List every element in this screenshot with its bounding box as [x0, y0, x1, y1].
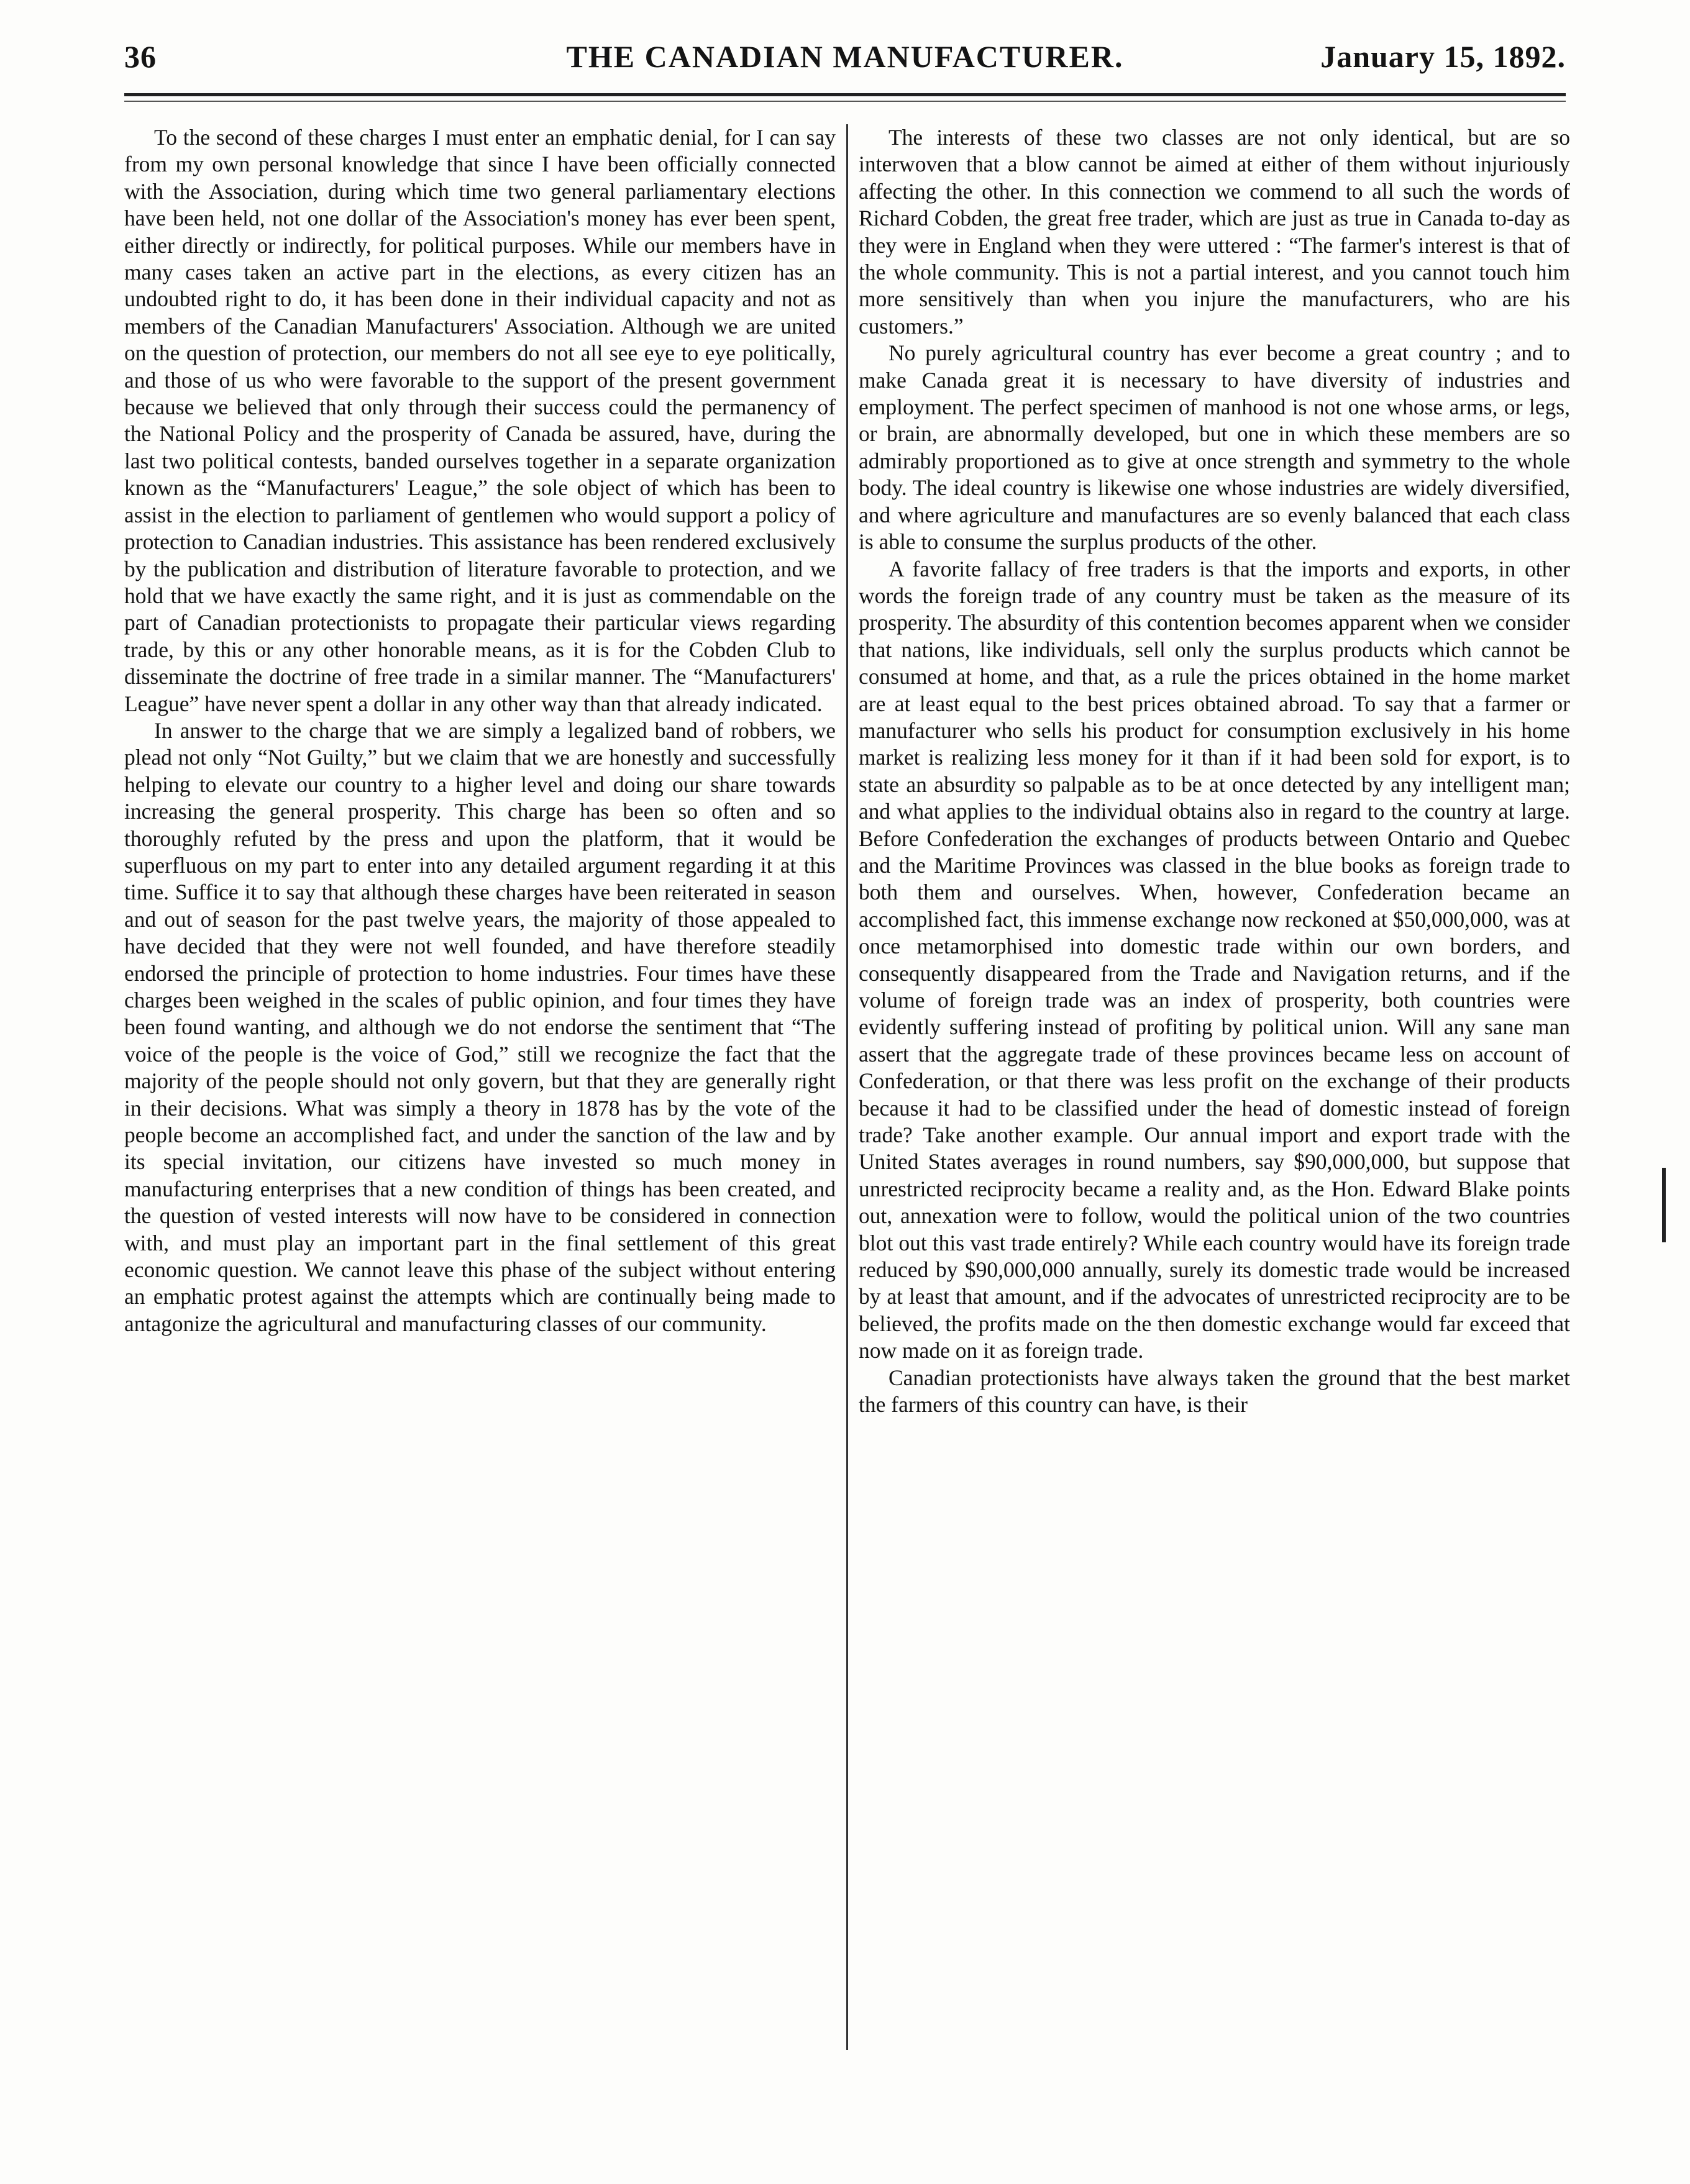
- issue-date: January 15, 1892.: [1320, 39, 1566, 74]
- paragraph: In answer to the charge that we are simply a legalized band of robbers, we plead not only “Not Guilty,” but we claim that we are honestly and successfully helping to elevate our country to a higher level and doing our share towards increasing the general prosperity. This charge has been so often and so thoroughly refuted by the press and upon the platform, that it would be superfluous on my part to enter into any detailed argument regarding it at this time. Suffice it to say that although these charges have been reiterated in season and out of season for the past twelve years, the majority of those appealed to have decided that they were not well founded, and have therefore steadily endorsed the principle of protection to home industries. Four times have these charges been weighed in the scales of public opinion, and four times they have been found wanting, and although we do not endorse the sentiment that “The voice of the people is the voice of God,” still we recognize the fact that the majority of the people should not only govern, but that they are generally right in their decisions. What was simply a theory in 1878 has by the vote of the people become an accomplished fact, and under the sanction of the law and by its special invitation, our citizens have invested so much money in manufacturing enterprises that a new condition of things has been created, and the question of vested interests will now have to be considered in connection with, and must play an important part in the final settlement of this great economic question. We cannot leave this phase of the subject without entering an emphatic protest against the attempts which are continually being made to antagonize the agricultural and manufacturing classes of our community.: [124, 717, 836, 1336]
- running-header: [124, 39, 1566, 88]
- left-column: [124, 124, 836, 2050]
- right-column: [859, 124, 1570, 2050]
- header-rule: [124, 93, 1566, 96]
- journal-title: THE CANADIAN MANUFACTURER.: [566, 39, 1124, 74]
- page-number: 36: [124, 39, 157, 74]
- header-rule-thin: [124, 101, 1566, 102]
- paragraph: The interests of these two classes are not only identical, but are so interwoven that a blow cannot be aimed at either of them without injuriously affecting the other. In this connection we commend to all such the words of Richard Cobden, the great free trader, which are just as true in Canada to-day as they were in England when they were uttered : “The farmer's interest is that of the whole community. This is not a partial interest, and you cannot touch him more sensitively than when you injure the manufacturers, who are his customers.”: [859, 125, 1570, 339]
- paragraph: Canadian protectionists have always taken the ground that the best market the farmers of this country can have, is their: [859, 1365, 1570, 1417]
- column-divider: [846, 124, 848, 2050]
- paragraph: A favorite fallacy of free traders is that the imports and exports, in other words the foreign trade of any country must be taken as the measure of its prosperity. The absurdity of this contention becomes apparent when we consider that nations, like individuals, sell only the surplus products which cannot be consumed at home, and that, as a rule the prices obtained in the home market are at least equal to the best prices obtained abroad. To say that a farmer or manufacturer who sells his product for consumption exclusively in his home market is realizing less money for it than if it had been sold for export, is to state an absurdity so palpable as to be at once detected by any intelligent man; and what applies to the individual obtains also in regard to the country at large. Before Confederation the exchanges of products between Ontario and Quebec and the Maritime Provinces was classed in the blue books as foreign trade to both them and ourselves. When, however, Confederation became an accomplished fact, this immense exchange now reckoned at $50,000,000, was at once metamorphised into domestic trade within our own borders, and consequently disappeared from the Trade and Navigation returns, and if the volume of foreign trade was an index of prosperity, both countries were evidently suffering instead of profiting by political union. Will any sane man assert that the aggregate trade of these provinces became less on account of Confederation, or that there was less profit on the exchange of their products because it had to be classified under the head of domestic instead of foreign trade? Take another example. Our annual import and export trade with the United States averages in round numbers, say $90,000,000, but suppose that unrestricted reciprocity became a reality and, as the Hon. Edward Blake points out, annexation were to follow, would the political union of the two countries blot out this vast trade entirely? While each country would have its foreign trade reduced by $90,000,000 annually, surely its domestic trade would be increased by at least that amount, and if the advocates of unrestricted reciprocity are to be believed, the profits made on the then domestic exchange would far exceed that now made on it as foreign trade.: [859, 556, 1570, 1363]
- paragraph: No purely agricultural country has ever become a great country ; and to make Canada great it is necessary to have diversity of industries and employment. The perfect specimen of manhood is not one whose arms, or legs, or brain, are abnormally developed, but one in which these members are so admirably proportioned as to give at once strength and symmetry to the whole body. The ideal country is likewise one whose industries are widely diversified, and where agriculture and manufactures are so evenly balanced that each class is able to consume the surplus products of the other.: [859, 340, 1570, 555]
- margin-mark: [1662, 1168, 1666, 1242]
- paragraph: To the second of these charges I must enter an emphatic denial, for I can say from my own personal knowledge that since I have been officially connected with the Association, during which time two general parliamentary elections have been held, not one dollar of the Association's money has ever been spent, either directly or indirectly, for political purposes. While our members have in many cases taken an active part in the elections, as every citizen has an undoubted right to do, it has been done in their individual capacity and not as members of the Canadian Manufacturers' Association. Although we are united on the question of protection, our members do not all see eye to eye politically, and those of us who were favorable to the support of the present government because we believed that only through their success could the permanency of the National Policy and the prosperity of Canada be assured, have, during the last two political contests, banded ourselves together in a separate organization known as the “Manufacturers' League,” the sole object of which has been to assist in the election to parliament of gentlemen who would support a policy of protection to Canadian industries. This assistance has been rendered exclusively by the publication and distribution of literature favorable to protection, and we hold that we have exactly the same right, and it is just as commendable on the part of Canadian protectionists to propagate their particular views regarding trade, by this or any other honorable means, as it is for the Cobden Club to disseminate the doctrine of free trade in a similar manner. The “Manufacturers' League” have never spent a dollar in any other way than that already indicated.: [124, 125, 836, 716]
